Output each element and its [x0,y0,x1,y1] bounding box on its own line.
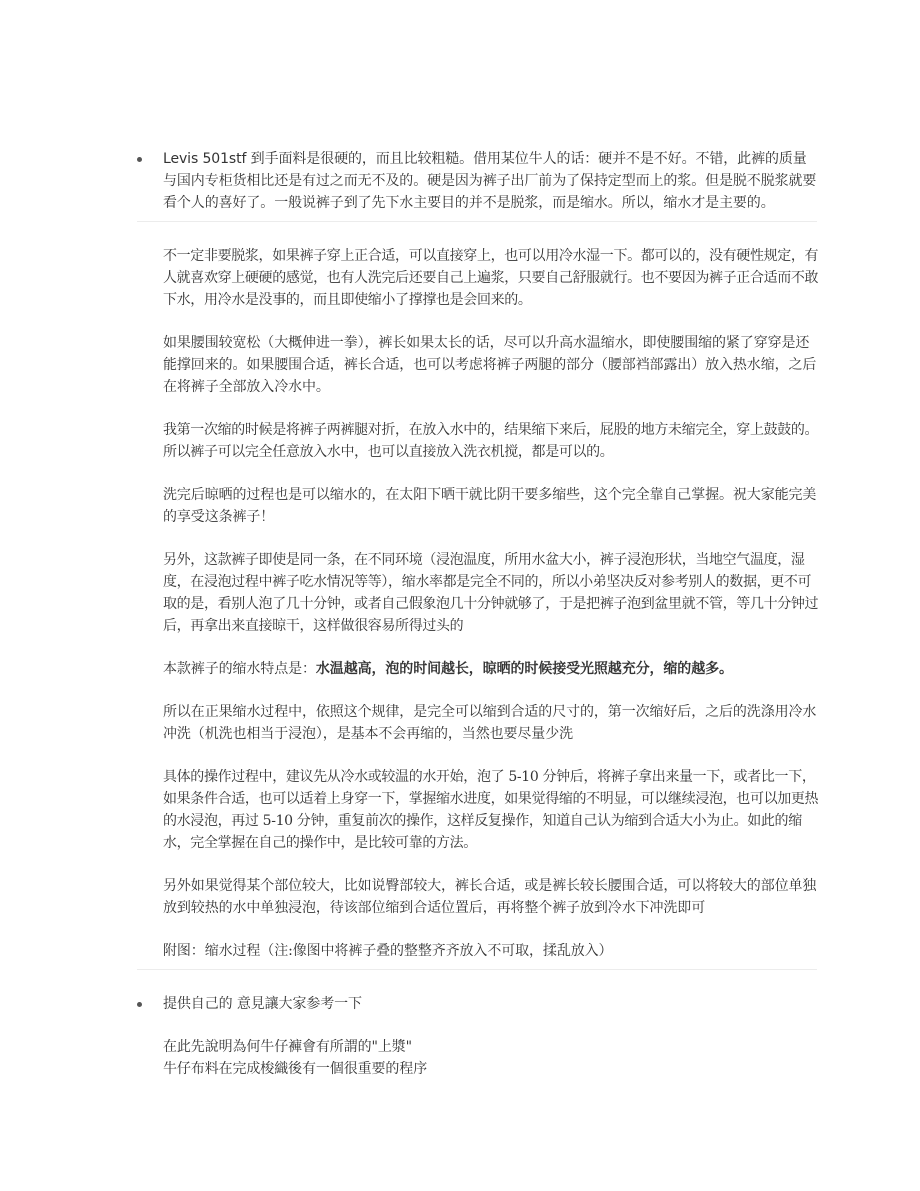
paragraph: 在此先說明為何牛仔褲會有所謂的"上漿" 牛仔布料在完成梭織後有一個很重要的程序 [163,1039,428,1077]
bullet-text: Levis 501stf 到手面料是很硬的，而且比较粗糙。借用某位牛人的话：硬并不是不好。不错，此裤的质量与国内专柜货相比还是有过之而无不及的。硬是因为裤子出厂前为了保持定型而上的浆。但是脱不脱浆就要看个人的喜好了。一般说裤子到了先下水主要目的并不是脱浆，而是缩水。所以，缩水才是主要的。 [163,151,817,211]
paragraph: 所以在正果缩水过程中，依照这个规律，是完全可以缩到合适的尺寸的，第一次缩好后，之后的洗涤用冷水冲洗（机洗也相当于浸泡），是基本不会再缩的，当然也要尽量少洗 [163,704,817,742]
paragraph: 我第一次缩的时候是将裤子两裤腿对折，在放入水中的，结果缩下来后，屁股的地方未缩完全，穿上鼓鼓的。所以裤子可以完全任意放入水中，也可以直接放入洗衣机搅，都是可以的。 [163,422,819,460]
paragraph: 不一定非要脱浆，如果裤子穿上正合适，可以直接穿上，也可以用冷水湿一下。都可以的，没有硬性规定，有人就喜欢穿上硬硬的感觉，也有人洗完后还要自己上遍浆，只要自己舒服就行。也不要因为裤子正合适而不敢下水，用冷水是没事的，而且即使缩小了撑撑也是会回来的。 [163,248,819,308]
bullet-icon [137,157,142,162]
paragraph: 附图：缩水过程（注:像图中将裤子叠的整整齐齐放入不可取，揉乱放入） [163,943,613,959]
paragraph: 洗完后晾晒的过程也是可以缩水的，在太阳下晒干就比阴干要多缩些，这个完全靠自己掌握。祝大家能完美的享受这条裤子！ [163,487,817,525]
paragraph: 另外，这款裤子即使是同一条，在不同环境（浸泡温度，所用水盆大小，裤子浸泡形状，当地空气温度，湿度，在浸泡过程中裤子吃水情况等等），缩水率都是完全不同的，所以小弟坚决反对参考别人的数据，更不可取的是，看别人泡了几十分钟，或者自己假象泡几十分钟就够了，于是把裤子泡到盆里就不管，等几十分钟过后，再拿出来直接晾干，这样做很容易所得过头的 [163,552,819,634]
bullet-text: 提供自己的 意見讓大家参考一下 [163,996,362,1012]
document-content [0,148,920,1080]
feature-highlight: 水温越高，泡的时间越长，晾晒的时候接受光照越充分，缩的越多。 [315,661,733,677]
product-name: Levis 501stf [163,151,247,167]
list-item [163,148,818,214]
paragraph: 如果腰围较宽松（大概伸进一拳），裤长如果太长的话，尽可以升高水温缩水，即使腰围缩的紧了穿穿是还能撑回来的。如果腰围合适，裤长合适，也可以考虑将裤子两腿的部分（腰部裆部露出）放入热水缩，之后在将裤子全部放入冷水中。 [163,335,817,395]
list-item [163,993,818,1015]
bullet-icon [137,1002,142,1007]
paragraph: 另外如果觉得某个部位较大，比如说臀部较大，裤长合适，或是裤长较长腰围合适，可以将较大的部位单独放到较热的水中单独浸泡，待该部位缩到合适位置后，再将整个裤子放到冷水下冲洗即可 [163,878,817,916]
feature-paragraph: 本款裤子的缩水特点是：水温越高，泡的时间越长，晾晒的时候接受光照越充分，缩的越多。 [163,661,733,677]
paragraph: 具体的操作过程中，建议先从冷水或较温的水开始，泡了 5-10 分钟后，将裤子拿出来量一下，或者比一下，如果条件合适，也可以适着上身穿一下，掌握缩水进度，如果觉得缩的不明显，可以继续浸泡，也可以加更热的水浸泡，再过 5-10 分钟，重复前次的操作，这样反复操作，知道自己认为缩到合适大小为止。如此的缩水，完全掌握在自己的操作中，是比较可靠的方法。 [163,769,819,851]
